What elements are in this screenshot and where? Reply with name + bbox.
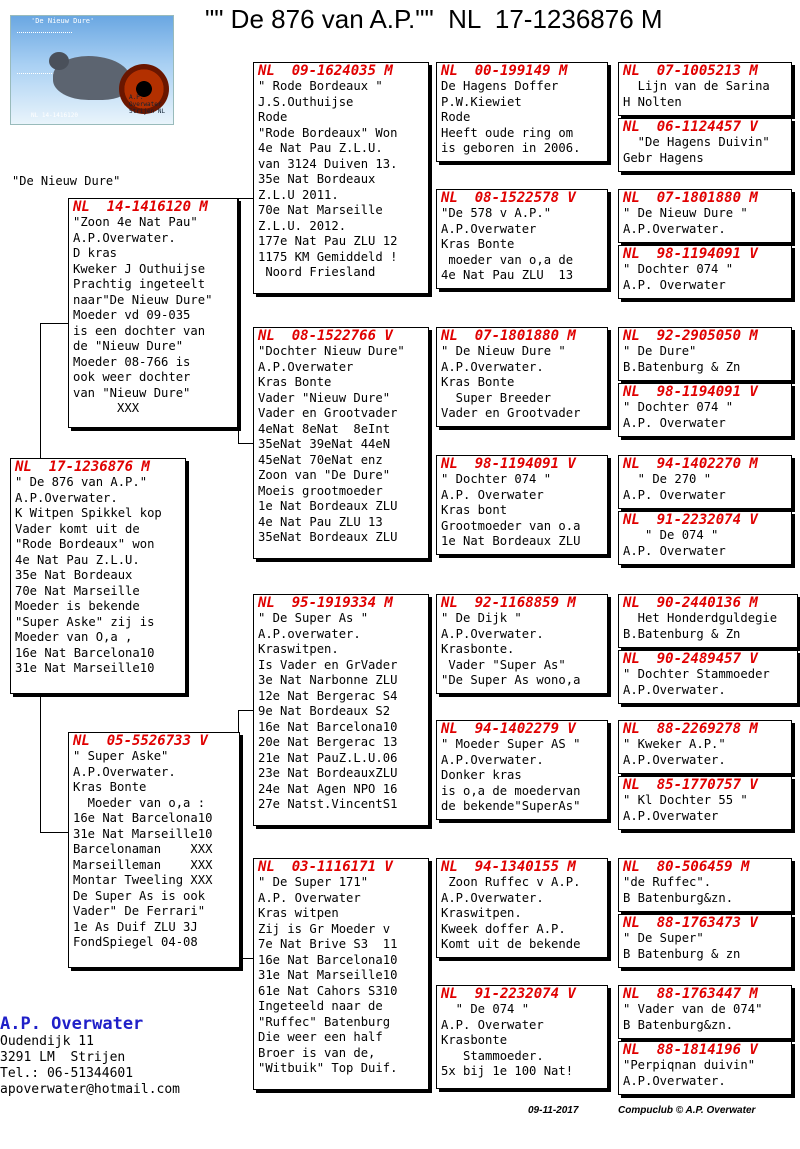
card-line: Kweek doffer A.P.	[441, 921, 566, 936]
card-line: Kweker J Outhuijse	[73, 261, 206, 276]
card-line: 177e Nat Pau ZLU 12	[258, 234, 398, 248]
pedigree-card-gen3	[436, 720, 608, 820]
ring-number: NL 91-2232074 V	[441, 986, 576, 1002]
card-line: Kraswitpen.	[258, 642, 339, 656]
connector-line	[238, 710, 253, 711]
ring-number: NL 07-1005213 M	[623, 63, 758, 79]
card-line: Vader en Grootvader	[441, 406, 581, 420]
card-line: Vader en Grootvader	[258, 406, 398, 420]
pedigree-card-gen4	[618, 327, 792, 381]
pedigree-card-gen4	[618, 776, 792, 830]
card-line: "Zoon 4e Nat Pau"	[73, 215, 198, 229]
card-line: " De Super"	[623, 931, 704, 945]
card-line: 35e Nat Bordeaux	[258, 172, 376, 186]
ring-number: NL 05-5526733 V	[73, 733, 208, 749]
owner-phone: Tel.: 06-51344601	[0, 1066, 134, 1081]
card-line: 16e Nat Barcelona10	[258, 952, 398, 967]
card-line: Vader" De Ferrari"	[73, 904, 206, 918]
card-text	[619, 528, 791, 559]
card-line: A.P.Overwater.	[441, 890, 544, 905]
card-line: Rode	[258, 110, 288, 124]
card-line: Noord Friesland	[258, 265, 376, 279]
connector-line	[40, 323, 41, 458]
card-line: 1175 KM Gemiddeld !	[258, 249, 398, 264]
card-line: 45eNat 70eNat enz	[258, 452, 383, 467]
pedigree-card-sire	[68, 198, 238, 428]
card-line: A.P. Overwater	[441, 1017, 544, 1032]
card-line: " De Nieuw Dure "	[441, 344, 566, 358]
ring-number: NL 08-1522578 V	[441, 190, 576, 206]
card-line: van "Nieuw Dure"	[73, 385, 191, 400]
card-line: Moeder is bekende	[15, 599, 140, 613]
card-text	[619, 875, 791, 906]
card-line: Z.L.U. 2012.	[258, 218, 347, 233]
photo-header: 'De Nieuw Dure'	[31, 17, 95, 25]
card-text	[437, 1002, 607, 1080]
pedigree-card-grandsire-2	[253, 594, 429, 826]
card-line: " Vader van de 074"	[623, 1002, 763, 1016]
card-line: Moeder van O,a ,	[15, 630, 133, 644]
card-text	[437, 737, 607, 815]
card-text	[437, 79, 607, 157]
card-line: "Rode Bordeaux" Won	[258, 125, 398, 140]
card-line: 31e Nat Marseille10	[258, 968, 398, 982]
card-text	[619, 667, 797, 698]
pedigree-card-granddam-1	[253, 327, 429, 559]
pedigree-card-gen4	[618, 1041, 792, 1095]
ring-number: NL 07-1801880 M	[623, 190, 758, 206]
card-text	[619, 135, 791, 166]
card-line: Vader "Nieuw Dure"	[258, 390, 391, 405]
card-line: 16e Nat Barcelona10	[15, 645, 155, 660]
card-line: is een dochter van	[73, 323, 206, 338]
card-line: FondSpiegel 04-08	[73, 935, 198, 949]
card-line: De Super As is ook	[73, 888, 206, 903]
pedigree-card-gen4	[618, 383, 792, 437]
ring-number: NL 92-2905050 M	[623, 328, 758, 344]
ring-number: NL 94-1402270 M	[623, 456, 758, 472]
ring-number: NL 94-1402279 V	[441, 721, 576, 737]
card-line: Rode	[441, 110, 471, 124]
card-line: van 3124 Duiven 13.	[258, 156, 398, 171]
owner-email[interactable]: apoverwater@hotmail.com	[0, 1082, 181, 1097]
ring-number: NL 88-1763473 V	[623, 915, 758, 931]
pedigree-card-gen4	[618, 914, 792, 968]
card-line: Komt uit de bekende	[441, 937, 581, 951]
card-line: " De Dure"	[623, 344, 697, 358]
card-line: Stammoeder.	[441, 1048, 544, 1063]
ring-number: NL 98-1194091 V	[441, 456, 576, 472]
card-line: 23e Nat BordeauxZLU	[258, 766, 398, 780]
ring-number: NL 90-2440136 M	[623, 595, 758, 611]
pedigree-card-granddam-2	[253, 858, 429, 1090]
card-text	[437, 344, 607, 422]
card-line: A.P.Overwater.	[623, 752, 726, 767]
card-line: Vader "Super As"	[441, 657, 566, 672]
card-text	[619, 1058, 791, 1089]
card-line: "Rode Bordeaux" won	[15, 537, 155, 551]
card-line: A.P.Overwater.	[441, 359, 544, 374]
card-line: Gebr Hagens	[623, 150, 704, 165]
owner-name: A.P. Overwater	[0, 1014, 144, 1034]
card-text	[437, 875, 607, 953]
ring-number: NL 95-1919334 M	[258, 595, 393, 611]
card-line: " Dochter Stammoeder	[623, 667, 770, 681]
card-line: 21e Nat PauZ.L.U.06	[258, 750, 398, 765]
card-line: A.P. Overwater	[623, 415, 726, 430]
card-line: " Kl Dochter 55 "	[623, 793, 748, 807]
card-line: 31e Nat Marseille10	[73, 826, 213, 841]
card-line: Grootmoeder van o.a	[441, 518, 581, 533]
card-line: "de Ruffec".	[623, 875, 712, 889]
card-line: "Witbuik" Top Duif.	[258, 1061, 398, 1075]
ring-number: NL 09-1624035 M	[258, 63, 393, 79]
card-text	[11, 475, 185, 677]
card-line: A.P. Overwater	[258, 890, 361, 905]
card-text	[619, 79, 791, 110]
pedigree-card-gen4	[618, 245, 792, 299]
card-line: "De Super As wono,a	[441, 673, 581, 687]
card-line: Marseilleman XXX	[73, 857, 213, 872]
card-line: 5x bij 1e 100 Nat!	[441, 1064, 574, 1078]
card-line: " Dochter 074 "	[623, 400, 734, 414]
card-line: de bekende"SuperAs"	[441, 799, 581, 813]
card-line: 27e Natst.VincentS1	[258, 797, 398, 811]
card-line: ook weer dochter	[73, 370, 191, 384]
pedigree-card-gen4	[618, 720, 792, 774]
card-line: A.P.Overwater.	[73, 764, 176, 779]
card-line: 9e Nat Bordeaux S2	[258, 704, 391, 718]
card-text	[619, 472, 791, 503]
card-text	[254, 79, 428, 281]
card-text	[619, 611, 797, 642]
card-line: Barcelonaman XXX	[73, 842, 213, 856]
card-line: J.S.Outhuijse	[258, 94, 354, 109]
card-line: de "Nieuw Dure"	[73, 339, 184, 353]
card-line: is o,a de moedervan	[441, 783, 581, 798]
card-line: K Witpen Spikkel kop	[15, 506, 162, 520]
card-line: "Ruffec" Batenburg	[258, 1014, 391, 1029]
pedigree-card-dam	[68, 732, 240, 968]
card-line: 4e Nat Pau Z.L.U.	[258, 141, 383, 155]
card-line: 31e Nat Marseille10	[15, 661, 155, 675]
pedigree-card-gen4	[618, 650, 798, 704]
ring-number: NL 00-199149 M	[441, 63, 568, 79]
card-line: 3e Nat Narbonne ZLU	[258, 673, 398, 687]
pedigree-card-gen4	[618, 189, 792, 243]
card-line: Ingeteeld naar de	[258, 999, 383, 1013]
card-text	[619, 737, 791, 768]
pedigree-card-gen4	[618, 594, 798, 648]
card-line: A.P.overwater.	[258, 626, 361, 641]
card-line: "Dochter Nieuw Dure"	[258, 344, 405, 358]
card-text	[69, 749, 239, 951]
card-line: Moeder vd 09-035	[73, 308, 191, 322]
pigeon-head-image	[49, 52, 69, 70]
card-line: 16e Nat Barcelona10	[73, 811, 213, 825]
pigeon-photo	[10, 15, 174, 125]
ring-number: NL 06-1124457 V	[623, 119, 758, 135]
card-line: naar"De Nieuw Dure"	[73, 292, 213, 307]
card-text	[619, 931, 791, 962]
pedigree-card-gen3	[436, 858, 608, 958]
photo-footer: NL 14-1416120	[31, 112, 78, 119]
ring-number: NL 80-506459 M	[623, 859, 750, 875]
pedigree-card-gen3	[436, 985, 608, 1089]
card-line: Is Vader en GrVader	[258, 657, 398, 672]
pedigree-card-gen3	[436, 594, 608, 694]
ring-number: NL 14-1416120 M	[73, 199, 208, 215]
card-line: 4e Nat Pau ZLU 13	[258, 514, 383, 529]
card-text	[437, 472, 607, 550]
pedigree-card-gen4	[618, 511, 792, 565]
card-text	[254, 344, 428, 546]
card-line: 1e Nat Bordeaux ZLU	[441, 534, 581, 548]
card-line: " Moeder Super AS "	[441, 737, 581, 751]
card-text	[254, 875, 428, 1077]
ring-number: NL 03-1116171 V	[258, 859, 393, 875]
pedigree-card-gen4	[618, 118, 792, 172]
ring-number: NL 17-1236876 M	[15, 459, 150, 475]
ring-number: NL 98-1194091 V	[623, 246, 758, 262]
card-line: 70e Nat Marseille	[258, 203, 383, 217]
pedigree-card-gen3	[436, 327, 608, 427]
card-line: Moeder van o,a :	[73, 795, 206, 810]
card-line: "De Hagens Duivin"	[623, 135, 770, 149]
card-line: A.P.Overwater	[441, 221, 537, 236]
card-text	[619, 262, 791, 293]
pedigree-card-gen4	[618, 985, 792, 1039]
card-line: Montar Tweeling XXX	[73, 873, 213, 887]
connector-line	[238, 198, 253, 199]
card-line: Zoon Ruffec v A.P.	[441, 875, 581, 889]
card-line: " De Nieuw Dure "	[623, 206, 748, 220]
card-line: A.P. Overwater	[441, 487, 544, 502]
card-line: Die weer een half	[258, 1030, 383, 1044]
card-line: 16e Nat Barcelona10	[258, 719, 398, 734]
card-line: " Dochter 074 "	[441, 472, 552, 486]
card-line: 35e Nat Bordeaux	[15, 568, 133, 582]
card-line: 4e Nat Pau ZLU 13	[441, 268, 574, 282]
connector-line	[238, 198, 239, 443]
card-line: " Dochter 074 "	[623, 262, 734, 276]
card-line: is geboren in 2006.	[441, 141, 581, 155]
card-line: 7e Nat Brive S3 11	[258, 937, 398, 951]
card-line: De Hagens Doffer	[441, 79, 559, 93]
card-line: Zij is Gr Moeder v	[258, 921, 391, 936]
card-line: A.P. Overwater	[623, 543, 726, 558]
owner-address	[0, 1014, 180, 1098]
card-line: A.P.Overwater.	[73, 230, 176, 245]
card-text	[254, 611, 428, 813]
card-line: " De 876 van A.P."	[15, 475, 148, 489]
card-line: 35eNat Bordeaux ZLU	[258, 530, 398, 544]
card-line: Kras bont	[441, 503, 508, 517]
card-line: B Batenburg & zn	[623, 946, 741, 961]
card-line: " De 270 "	[623, 472, 712, 486]
card-line: Moeder 08-766 is	[73, 354, 191, 369]
card-line: A.P.Overwater.	[623, 682, 726, 697]
connector-line	[40, 832, 70, 833]
footer-date: 09-11-2017	[528, 1105, 579, 1116]
connector-line	[238, 443, 253, 444]
footer-credit: Compuclub © A.P. Overwater	[618, 1105, 756, 1116]
card-text	[619, 1002, 791, 1033]
card-line: " De Dijk "	[441, 611, 522, 625]
card-line: " De 074 "	[441, 1002, 530, 1016]
card-text	[619, 400, 791, 431]
ring-number: NL 08-1522766 V	[258, 328, 393, 344]
card-line: A.P.Overwater	[258, 359, 354, 374]
card-line: moeder van o,a de	[441, 252, 574, 267]
card-line: " Super Aske"	[73, 749, 169, 763]
card-line: Heeft oude ring om	[441, 125, 574, 140]
ring-number: NL 92-1168859 M	[441, 595, 576, 611]
ring-number: NL 90-2489457 V	[623, 651, 758, 667]
card-line: Zoon van "De Dure"	[258, 468, 391, 482]
pedigree-card-gen3	[436, 189, 608, 289]
card-line: Krasbonte	[441, 1033, 508, 1047]
pedigree-card-gen4	[618, 455, 792, 509]
card-line: 35eNat 39eNat 44eN	[258, 437, 391, 451]
card-line: " De Super As "	[258, 611, 369, 625]
ring-number: NL 88-2269278 M	[623, 721, 758, 737]
card-line: Z.L.U 2011.	[258, 187, 339, 202]
card-line: 4e Nat Pau Z.L.U.	[15, 552, 140, 567]
card-line: B Batenburg&zn.	[623, 890, 734, 905]
card-line: H Nolten	[623, 94, 682, 109]
card-line: 1e Nat Bordeaux ZLU	[258, 499, 398, 513]
card-text	[619, 206, 791, 237]
pedigree-card-gen3	[436, 62, 608, 162]
card-line: A.P. Overwater	[623, 487, 726, 502]
ring-number: NL 94-1340155 M	[441, 859, 576, 875]
card-line: " Rode Bordeaux "	[258, 79, 383, 93]
card-line: 70e Nat Marseille	[15, 583, 140, 598]
card-line: 4eNat 8eNat 8eInt	[258, 421, 391, 436]
card-line: A.P.Overwater.	[623, 221, 726, 236]
ring-number: NL 88-1814196 V	[623, 1042, 758, 1058]
card-line: Het Honderdguldegie	[623, 611, 778, 625]
card-line: A.P.Overwater.	[441, 626, 544, 641]
card-text	[437, 206, 607, 284]
card-line: P.W.Kiewiet	[441, 94, 522, 109]
ring-number: NL 07-1801880 M	[441, 328, 576, 344]
card-line: Prachtig ingeteelt	[73, 277, 206, 291]
card-line: A.P.Overwater.	[15, 490, 118, 505]
card-line: A.P.Overwater.	[623, 1073, 726, 1088]
card-line: Kras witpen	[258, 906, 339, 920]
pigeon-nickname: "De Nieuw Dure"	[12, 174, 121, 188]
card-line: " De Super 171"	[258, 875, 369, 889]
page-title: "" De 876 van A.P."" NL 17-1236876 M	[205, 4, 663, 34]
card-line: B.Batenburg & Zn	[623, 626, 741, 641]
pedigree-card-gen4	[618, 62, 792, 116]
card-line: " Kweker A.P."	[623, 737, 726, 751]
card-line: Kras Bonte	[441, 375, 515, 389]
card-line: A.P.Overwater	[623, 808, 719, 823]
pedigree-card-grandsire-1	[253, 62, 429, 294]
card-line: Moeis grootmoeder	[258, 483, 383, 498]
owner-street: Oudendijk 11	[0, 1034, 94, 1049]
card-line: Broer is van de,	[258, 1045, 376, 1060]
card-line: Kras Bonte	[441, 237, 515, 251]
card-text	[619, 344, 791, 375]
ring-number: NL 85-1770757 V	[623, 777, 758, 793]
card-line: "Super Aske" zij is	[15, 614, 155, 629]
card-line: " De 074 "	[623, 528, 719, 542]
card-line: XXX	[73, 401, 140, 415]
card-line: 12e Nat Bergerac S4	[258, 688, 398, 703]
card-line: Kras Bonte	[73, 780, 147, 794]
card-text	[437, 611, 607, 689]
card-line: Vader komt uit de	[15, 521, 140, 536]
card-line: Krasbonte.	[441, 642, 515, 656]
photo-caption: A.P. Overwater Strijen NL	[129, 94, 166, 115]
connector-line	[40, 323, 70, 324]
card-text	[619, 793, 791, 824]
card-line: A.P.Overwater.	[441, 752, 544, 767]
card-line: "De 578 v A.P."	[441, 206, 552, 220]
card-line: Super Breeder	[441, 390, 552, 405]
pedigree-card-gen3	[436, 455, 608, 555]
ring-number: NL 91-2232074 V	[623, 512, 758, 528]
ring-number: NL 88-1763447 M	[623, 986, 758, 1002]
pedigree-card-subject	[10, 458, 186, 694]
card-line: 20e Nat Bergerac 13	[258, 735, 398, 749]
card-line: 61e Nat Cahors S310	[258, 983, 398, 998]
card-line: "Perpiqnan duivin"	[623, 1058, 756, 1072]
owner-city: 3291 LM Strijen	[0, 1050, 126, 1065]
card-line: B.Batenburg & Zn	[623, 359, 741, 374]
card-line: Lijn van de Sarina	[623, 79, 770, 93]
card-text	[69, 215, 237, 417]
card-line: B Batenburg&zn.	[623, 1017, 734, 1032]
card-line: D kras	[73, 246, 118, 260]
card-line: Donker kras	[441, 768, 522, 782]
card-line: 1e As Duif ZLU 3J	[73, 919, 198, 934]
pedigree-card-gen4	[618, 858, 792, 912]
card-line: 24e Nat Agen NPO 16	[258, 781, 398, 796]
connector-line	[238, 958, 253, 959]
card-line: A.P. Overwater	[623, 277, 726, 292]
card-line: Kras Bonte	[258, 375, 332, 389]
ring-number: NL 98-1194091 V	[623, 384, 758, 400]
connector-line	[40, 694, 41, 832]
card-line: Kraswitpen.	[441, 906, 522, 920]
